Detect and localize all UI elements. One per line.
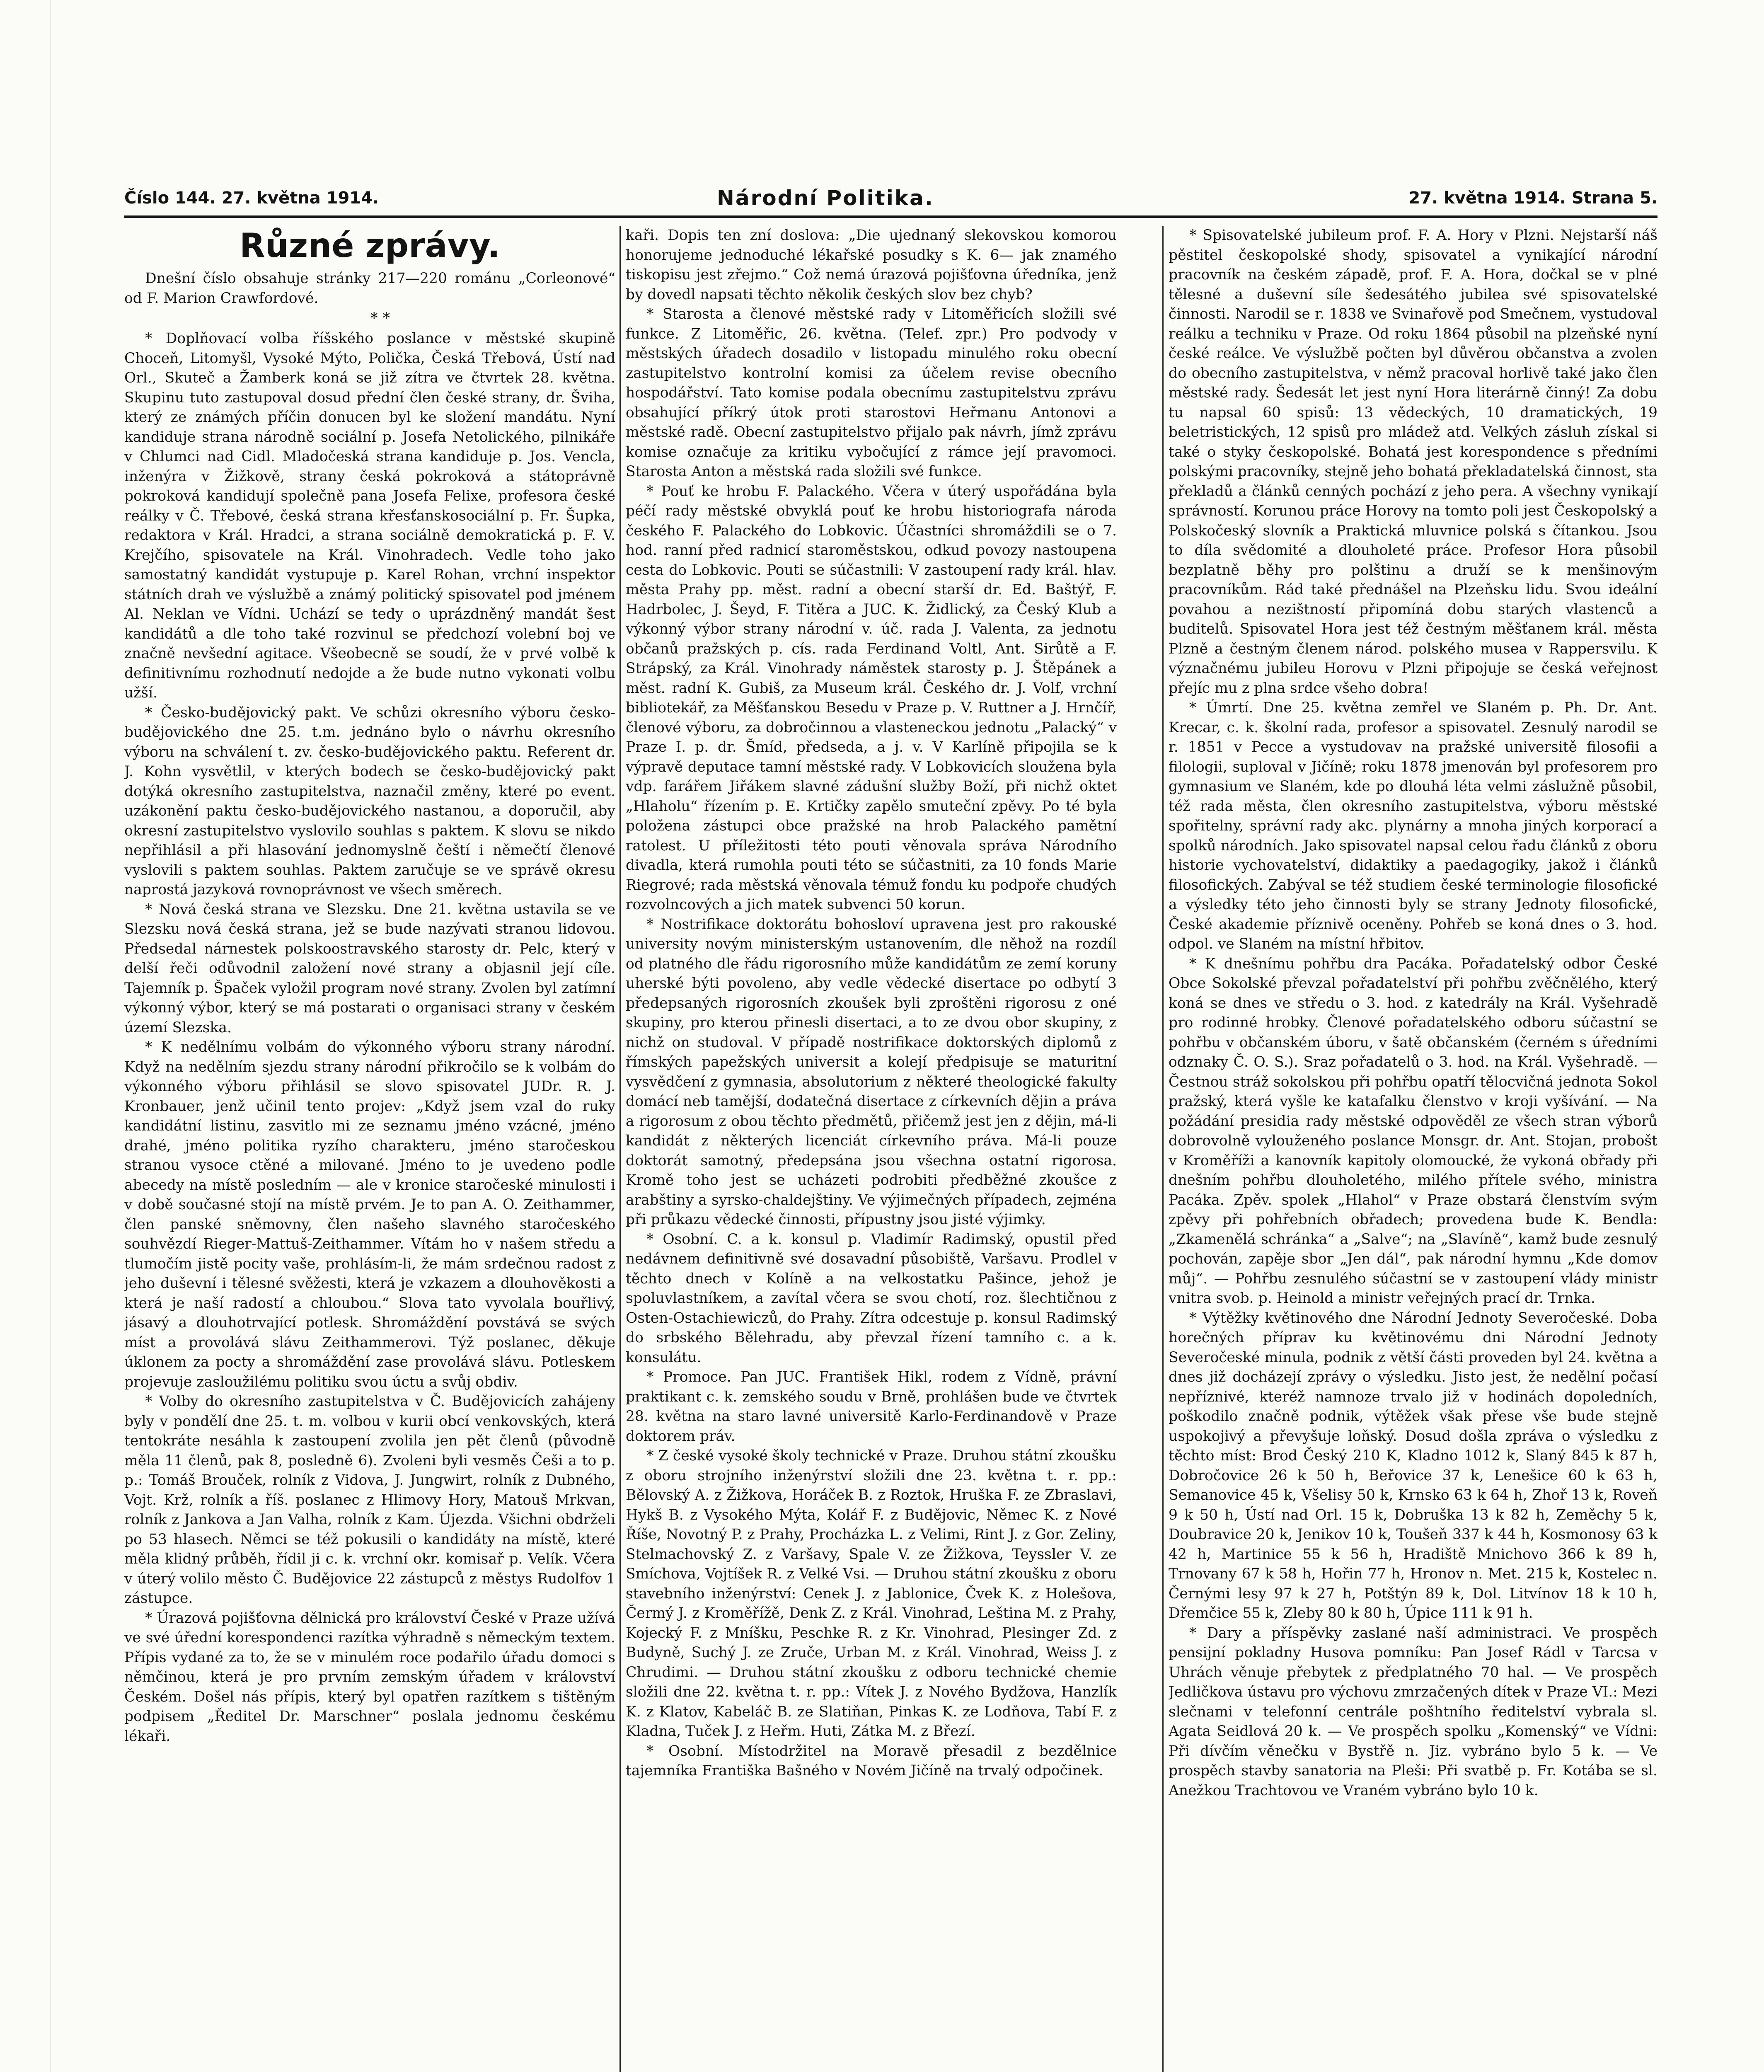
news-item: * Z české vysoké školy technické v Praze. Druhou státní zkoušku z oboru strojního inženýrství složili dne 23. května t. r. pp.: Bělovský A. z Žižkova, Horáček B. z Roztok, Hruška F. ze Zbraslavi, Hykš B. z Vysokého Mýta, Kolář F. z Budějovic, Němec K. z Nové Říše, Novotný P. z Prahy, Procházka L. z Velimi, Rint J. z Gor. Zeliny, Stelmachovský Z. z Varšavy, Spale V. ze Žižkova, Teyssler V. ze Smíchova, Vojtíšek R. z Velké Vsi. — Druhou státní zkoušku z oboru stavebního inženýrství: Cenek J. z Jablonice, Čvek K. z Holešova, Čermý J. z Kroměřížě, Denk Z. z Král. Vinohrad, Leština M. z Prahy, Kojecký F. z Mníšku, Peschke R. z Kr. Vinohrad, Plesinger Zd. z Budyně, Suchý J. ze Zruče, Urban M. z Král. Vinohrad, Weiss J. z Chrudimi. — Druhou státní zkoušku z odboru technické chemie složili dne 22. května t. r. pp.: Vítek J. z Nového Bydžova, Hanzlík K. z Klatov, Kabeláč B. ze Slatiňan, Pinkas K. ze Lodňova, Tabí F. z Kladna, Tuček J. z Heřm. Huti, Zátka M. z Březí. xyxy=(626,1447,1117,1740)
header-date-page: 27. května 1914. Strana 5. xyxy=(1408,189,1658,208)
section-title: Různé zprávy. xyxy=(240,226,500,265)
news-item: * Nostrifikace doktorátu bohosloví upravena jest pro rakouské university novým ministerským ustanovením, dle něhož na rozdíl od platného dle řádu rigorosního může kandidátům ze zemí koruny uherské býti povoleno, aby vedle vědecké disertace po odbytí 3 předepsaných rigorosních zkoušek byli zproštěni rigorosu z oné skupiny, pro kterou přinesli disertaci, a to ze dvou obor skupiny, z nichž on studoval. V případě nostrifikace doktorských diplomů z římských papežských universit a kolejí předpisuje se maturitní vysvědčení z gymnasia, absolutorium z některé theologické fakulty domácí neb tamější, dodatečná disertace z církevních dějin a práva a rigorosum z obou těchto předmětů, přičemž jest jen z dějin, má-li kandidát z některých licenciát církevního práva. Má-li pouze doktorát samotný, předepsána jsou všechna ostatní rigorosa. Kromě toho jest se ucházeti podrobiti předběžné zkoušce z arabštiny a syrsko-chaldejštiny. Ve výjimečných případech, zejména při průkazu vědecké činnosti, přípustny jsou jisté výjimky. xyxy=(626,916,1117,1228)
news-item: * Volby do okresního zastupitelstva v Č. Budějovicích zahájeny byly v pondělí dne 25. t. m. volbou v kurii obcí venkovských, která tentokráte nesáhla k zastoupení zvolila jen pět členů (původně měla 11 členů, pak 8, posledně 6). Zvoleni byli vesměs Češi a to p. p.: Tomáš Brouček, rolník z Vidova, J. Jungwirt, rolník z Dubného, Vojt. Krž, rolník a říš. poslanec z Hlimovy Hory, Matouš Mrkvan, rolník z Jankova a Jan Valha, rolník z Kam. Újezda. Všichni obdrželi po 53 hlasech. Němci se též pokusili o kandidáty na místě, které měla klidný průběh, řídil ji c. k. vrchní okr. komisař p. Velík. Včera v úterý volilo město Č. Budějovice 22 zástupců z městys Rudolfov 1 zástupce. xyxy=(124,1393,615,1607)
section-lead: Dnešní číslo obsahuje stránky 217—220 románu „Corleonové“ od F. Marion Crawfordové. xyxy=(124,270,615,307)
news-item: * Doplňovací volba říšského poslance v městské skupině Choceň, Litomyšl, Vysoké Mýto, Polička, Česká Třebová, Ústí nad Orl., Skuteč a Žamberk koná se již zítra ve čtvrtek 28. května. Skupinu tuto zastupoval dosud přední člen české strany, dr. Šviha, který ze známých příčin donucen byl ke složení mandátu. Nyní kandiduje strana národně sociální p. Josefa Netolického, pilnikáře v Chlumci nad Cidl. Mladočeská strana kandiduje p. Jos. Vencla, inženýra v Žižkově, strany česká pokroková a státoprávně pokroková kandidují společně pana Josefa Felixe, profesora české reálky v Č. Třebové, česká strana křesťanskosociální p. Fr. Šupka, redaktora v Král. Hradci, a strana sociálně demokratická p. F. V. Krejčího, spisovatele na Král. Vinohradech. Vedle toho jako samostatný kandidát vystupuje p. Karel Rohan, vrchní inspektor státních drah ve výslužbě a známý politický spisovatel pod jménem Al. Neklan ve Vídni. Uchází se tedy o uprázdněný mandát šest kandidátů a dle toho také rozvinul se předchozí volební boj ve značně nevšední agitace. Všeobecně se soudí, že v prvé volbě k definitivnímu rozhodnutí nedojde a že bude nutno vykonati volbu užší. xyxy=(124,330,615,701)
news-item: * Úrazová pojišťovna dělnická pro království České v Praze užívá ve své úřední korespondenci razítka výhradně s německým textem. Přípis vydané za to, že se v minulém roce podařilo úřadu domoci s němčinou, která je pro prvním zemským úřadem v království Českém. Došel nás přípis, který byl opatřen razítkem s tištěným podpisem „Ředitel Dr. Marschner“ poslala jednomu českému lékaři. xyxy=(124,1610,615,1745)
header-issue-date: Číslo 144. 27. května 1914. xyxy=(124,189,379,208)
news-item: * K dnešnímu pohřbu dra Pacáka. Pořadatelský odbor České Obce Sokolské převzal pořadatelství při pohřbu zvěčnělého, který koná se dnes ve středu o 3. hod. z katedrály na Král. Vyšehradě pro rodinné hrobky. Členové pořadatelského odboru súčastní se pohřbu v občanském úboru, v šatě občanském (černém s úředními odznaky Č. O. S.). Sraz pořadatelů o 3. hod. na Král. Vyšehradě. — Čestnou stráž sokolskou při pohřbu opatří tělocvičná jednota Sokol pražský, která vyšle ke katafalku členstvo v kroji vyšívání. — Na požádání presidia rady městské odpověděl ze všech stran výborů dobrovolně vylouženého poslance Monsgr. dr. Ant. Stojan, probošt v Kroměříži a kanovník kapitoly olomoucké, že vykoná obřady při dnešním pohřbu dlouholetého, milého přítele svého, ministra Pacáka. Zpěv. spolek „Hlahol“ v Praze obstará členstvím svým zpěvy při pohřebních obřadech; provedena bude K. Bendla: „Zkamenělá schránka“ a „Salve“; na „Slavíně“, kamž bude zesnulý pochován, zapěje sbor „Jen dál“, pak národní hymnu „Kde domov můj“. — Pohřbu zesnulého súčastní se v zastoupení vlády ministr vnitra svob. p. Heinold a ministr veřejných prací dr. Trnka. xyxy=(1169,955,1658,1307)
news-item: * Promoce. Pan JUC. František Hikl, rodem z Vídně, právní praktikant c. k. zemského soudu v Brně, prohlášen bude ve čtvrtek 28. května na staro lavné universitě Karlo-Ferdinandově v Praze doktorem práv. xyxy=(626,1369,1117,1445)
news-item: * Dary a příspěvky zaslané naší administraci. Ve prospěch pensijní pokladny Husova pomníku: Pan Josef Rádl v Tarcsa v Uhrách věnuje přebytek z předplatného 70 hal. — Ve prospěch Jedličkova ústavu pro výchovu zmrzačených dítek v Praze VI.: Mezi slečnami v telefonní centrále pošhtního ředitelství vybrala sl. Agata Seidlová 20 k. — Ve prospěch spolku „Komenský“ ve Vídni: Při dívčím věnečku v Bystřě n. Jiz. vybráno bylo 5 k. — Ve prospěch stavby sanatoria na Pleši: Při svatbě p. Fr. Kotába se sl. Anežkou Trachtovou ve Vraném vybráno bylo 10 k. xyxy=(1169,1624,1658,1799)
news-item: * Nová česká strana ve Slezsku. Dne 21. května ustavila se ve Slezsku nová česká strana, jež se bude nazývati stranou lidovou. Předsedal nárnestek polskoostravského starosty dr. Pelc, který v delší řeči odůvodnil založení nové strany a objasnil její cíle. Tajemník p. Špaček vyložil program nové strany. Zvolen byl zatímní výkonný výbor, který se má postarati o organisaci strany v českém území Slezska. xyxy=(124,901,615,1036)
scan-margin-shadow xyxy=(50,0,51,2072)
news-item: * Úmrtí. Dne 25. května zemřel ve Slaném p. Ph. Dr. Ant. Krecar, c. k. školní rada, profesor a spisovatel. Zesnulý narodil se r. 1851 v Pecce a vystudovav na pražské universitě filosofii a filologii, suploval v Jičíně; roku 1878 jmenován byl profesorem pro gymnasium ve Slaném, kde po dlouhá léta velmi záslužně působil, též rada města, člen okresního zastupitelstva, výboru městské spořitelny, správní rady akc. plynárny a mnoha jiných korporací a spolků národních. Jako spisovatel napsal celou řadu článků z oboru historie vychovatelství, didaktiky a paedagogiky, jakož i článků filosofických. Zabýval se též studiem české terminologie filosofické a výsledky této jeho činnosti byly se strany Jednoty filosofické, České akademie příznivě oceněny. Pohřeb se koná dnes o 3. hod. odpol. ve Slaném na místní hřbitov. xyxy=(1169,700,1658,952)
masthead-title: Národní Politika. xyxy=(717,186,934,210)
column-divider xyxy=(619,226,621,2072)
separator-stars: * * xyxy=(370,310,390,327)
news-item: * Výtěžky květinového dne Národní Jednoty Severočeské. Doba horečných příprav ku květinovému dni Národní Jednoty Severočeské minula, podnik z větší části proveden byl 24. května a dnes již docházejí zprávy o výsledku. Jisto jest, že nedělní počasí nepříznivé, kteréž namnoze trvalo již v hodinách dopoledních, poškodilo značně podnik, výtěžek však přese vše bude stejně uspokojivý a převyšuje loňský. Dosud došla zpráva o výsledku z těchto míst: Brod Český 210 K, Kladno 1012 k, Slaný 845 k 87 h, Dobročovice 26 k 50 h, Beřovice 37 k, Lenešice 60 k 63 h, Semanovice 45 k, Všelisy 50 k, Krnsko 63 k 64 h, Zhoř 13 k, Roveň 9 k 50 h, Ústí nad Orl. 15 k, Dobruška 13 k 82 h, Zeměchy 5 k, Doubravice 20 k, Jenikov 10 k, Toušeň 337 k 44 h, Kosmonosy 63 k 42 h, Martinice 55 k 56 h, Hradiště Mnichovo 366 k 89 h, Trnovany 67 k 58 h, Hořin 77 h, Hronov n. Met. 215 k, Kostelec n. Černými lesy 97 k 27 h, Potštýn 89 k, Dol. Litvínov 18 k 10 h, Dřemčice 55 k, Zleby 80 k 80 h, Úpice 111 k 91 h. xyxy=(1169,1310,1658,1622)
news-item: * K nedělnímu volbám do výkonného výboru strany národní. Když na nedělním sjezdu strany národní přikročilo se k volbám do výkonného výboru přihlásil se slovo spisovatel JUDr. R. J. Kronbauer, jenž učinil tento projev: „Když jsem vzal do ruky kandidátní listinu, zasvitlo mi ze seznamu jméno vzácné, jméno drahé, jméno politika ryzího charakteru, jméno staročeskou stranou vysoce ctěné a milované. Jméno to je uvedeno podle abecedy na místě posledním — ale v kronice staročeské minulosti i v době současné stojí na místě prvém. Je to pan A. O. Zeithammer, člen panské sněmovny, člen našeho slavného staročeského souhvězdí Rieger-Mattuš-Zeithammer. Vítám ho v našem středu a tlumočím jistě pocity vaše, prohlásím-li, že mám srdečnou radost z jeho duševní i tělesné svěžesti, která je vzkazem a dlouhověkosti a která je naší radostí a chloubou.“ Slova tato vyvolala bouřlivý, jásavý a dlouhotrvající potlesk. Shromáždění povstává se svých míst a provolává slávu Zeithammerovi. Týž poslanec, děkuje úklonem za pocty a shromáždění zase provolává slávu. Potleskem projevuje zasloužilému politiku svou úctu a svůj obdiv. xyxy=(124,1039,615,1390)
column-divider xyxy=(1162,226,1164,2072)
news-item: * Starosta a členové městské rady v Litoměřicích složili své funkce. Z Litoměřic, 26. května. (Telef. zpr.) Pro podvody v městských úřadech dosadilo v listopadu minulého roku obecní zastupitelstvo kontrolní komisi za účelem revise obecního hospodářství. Tato komise podala obecnímu zastupitelstvu zprávu obsahující příkrý útok proti starostovi Heřmanu Antonovi a městské radě. Obecní zastupitelstvo přijalo pak návrh, jímž zprávu komise označuje za kritiku vybočující z rámce její pravomoci. Starosta Anton a městská rada složili své funkce. xyxy=(626,306,1117,480)
header-rule xyxy=(124,215,1658,218)
news-item: * Osobní. C. a k. konsul p. Vladimír Radimský, opustil před nedávnem definitivně své dosavadní působiště, Varšavu. Prodlel v těchto dnech v Kolíně a na velkostatku Pašince, jehož je spoluvlastníkem, a zavítal včera se svou chotí, roz. šlechtičnou z Osten-Ostachiewiczů, do Prahy. Zítra odcestuje p. konsul Radimský do srbského Bělehradu, aby převzal řízení tamního c. a k. konsulátu. xyxy=(626,1231,1117,1366)
news-item: * Česko-budějovický pakt. Ve schůzi okresního výboru česko-budějovického dne 25. t.m. jednáno bylo o návrhu okresního výboru na schválení t. zv. česko-budějovického paktu. Referent dr. J. Kohn vysvětlil, v kterých bodech se česko-budějovický pakt dotýká okresního zastupitelstva, naznačil změny, které po event. uzákonění paktu česko-budějovického nastanou, a doporučil, aby okresní zastupitelstvo vyslovilo souhlas s paktem. K slovu se nikdo nepřihlásil a při hlasování jednomyslně čeští i němečtí členové vyslovili s paktem souhlas. Paktem zaručuje se ve správě okresu naprostá jazyková rovnoprávnost ve všech směrech. xyxy=(124,704,615,898)
news-item: * Spisovatelské jubileum prof. F. A. Hory v Plzni. Nejstarší náš pěstitel českopolské shody, spisovatel a vynikající národní pracovník na českém západě, prof. F. A. Hora, dočkal se v plné tělesné a duševní síle šedesátého jubilea své spisovatelské činnosti. Narodil se r. 1838 ve Svinařově pod Smečnem, vystudoval reálku a techniku v Praze. Od roku 1864 působil na plzeňské nyní české reálce. Ve výslužbě počten byl důvěrou občanstva a zvolen do obecního zastupitelstva, v němž pracoval horlivě také jako člen městské rady. Šedesát let jest nyní Hora literárně činný! Za dobu tu napsal 60 spisů: 13 vědeckých, 10 dramatických, 19 beletristických, 12 spisů pro mládež atd. Velkých zásluh získal si také o styky českopolské. Bohatá jest korespondence s předními polskými pracovníky, stejně jeho bohatá překladatelská činnost, sta překladů a článků cenných pochází z jeho pera. A všechny vynikají správností. Korunou práce Horovy na tomto poli jest Českopolský a Polskočeský slovník a Praktická mluvnice polská s čítankou. Jsou to díla svědomité a dlouholeté práce. Profesor Hora působil bezplatně běhy pro polštinu a druží se k menšinovým pracovníkům. Rád také přednášel na Plzeňsku lidu. Svou ideální povahou a nezištností připomíná dobu starých vlastenců a buditelů. Spisovatel Hora jest též čestným měšťanem král. města Plzně a čestným členem národ. polského musea v Rappersvilu. K význačnému jubileu Horovu v Plzni připojuje se česká veřejnost přejíc mu z plna srdce všeho dobra! xyxy=(1169,227,1658,697)
column-3 xyxy=(1169,226,1658,2072)
news-item: * Osobní. Místodržitel na Moravě přesadil z bezdělnice tajemníka Františka Bašného v Novém Jičíně na trvalý odpočinek. xyxy=(626,1743,1117,1779)
page-header xyxy=(124,186,1658,218)
column-1 xyxy=(124,226,615,2072)
news-item: * Pouť ke hrobu F. Palackého. Včera v úterý uspořádána byla péčí rady městské obvyklá pouť ke hrobu historiografa národa českého F. Palackého do Lobkovic. Účastníci shromáždili se o 7. hod. ranní před radnicí staroměstskou, odkud povozy nastoupena cesta do Lobkovic. Pouti se súčastnili: V zastoupení rady král. hlav. města Prahy pp. měst. radní a obecní starší dr. Ed. Baštýř, F. Hadrbolec, J. Šeyd, F. Titěra a JUC. K. Židlický, za Český Klub a výkonný výbor strany národní v. úč. rada J. Valenta, za jednotu občanů pražských p. cís. rada Ferdinand Voltl, Ant. Sirůtě a F. Strápský, za Král. Vinohrady náměstek starosty p. J. Štěpánek a měst. radní K. Gubiš, za Museum král. Českého dr. J. Volf, vrchní bibliotekář, za Měšťanskou Besedu v Praze p. V. Ruttner a J. Hrnčíř, členové výboru, za dobročinnou a vlasteneckou jednotu „Palacký“ v Praze I. p. dr. Šmíd, předseda, a j. v. V Karlíně připojila se k výpravě deputace tamní městské rady. V Lobkovicích sloužena byla vdp. farářem Jiřákem slavné zádušní služby Boží, při nichž oktet „Hlaholu“ řízením p. E. Krtičky zapělo smuteční zpěvy. Po té byla položena zástupci obce pražské na hrob Palackého pamětní ratolest. U příležitosti této pouti věnovala správa Národního divadla, která rumohla pouti této se súčastniti, za 10 fonds Marie Riegrové; rada městská věnovala témuž fondu ku podpoře chudých rozvolncových a jich matek subvenci 50 korun. xyxy=(626,483,1117,913)
column-2 xyxy=(626,226,1117,2072)
news-item: kaři. Dopis ten zní doslova: „Die ujednaný slekovskou komorou honorujeme jednoduché lékařské posudky s K. 6— jak znamého tiskopisu jest zřejmo.“ Což nemá úrazová pojišťovna úředníka, jenž by dovedl napsati těchto několik českých slov bez chyb? xyxy=(626,227,1117,303)
